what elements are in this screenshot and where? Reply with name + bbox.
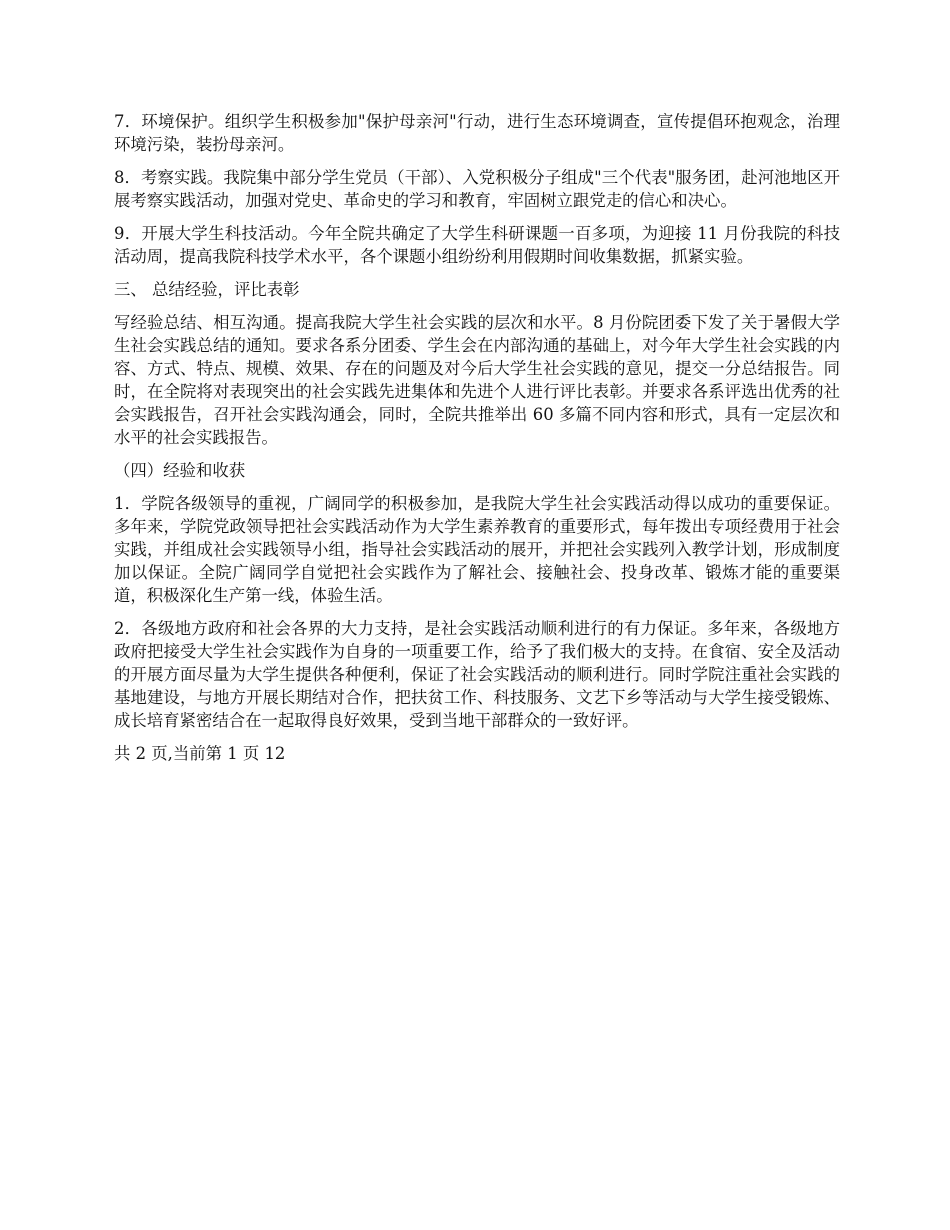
paragraph-environment-protection: 7．环境保护。组织学生积极参加"保护母亲河"行动，进行生态环境调查，宣传提倡环抱观念，治理环境污染，装扮母亲河。 (114, 112, 840, 154)
paragraph-tech-activities: 9．开展大学生科技活动。今年全院共确定了大学生科研课题一百多项，为迎接 11 月份我院的科技活动周，提高我院科技学术水平，各个课题小组纷纷利用假期时间收集数据，抓紧实验。 (114, 224, 840, 266)
paragraph-experience-1: 1．学院各级领导的重视，广阔同学的积极参加，是我院大学生社会实践活动得以成功的重要保证。多年来，学院党政领导把社会实践活动作为大学生素养教育的重要形式，每年拨出专项经费用于社会实践，并组成社会实践领导小组，指导社会实践活动的展开，并把社会实践列入教学计划，形成制度加以保证。全院广阔同学自觉把社会实践作为了解社会、接触社会、投身改革、锻炼才能的重要渠道，积极深化生产第一线，体验生活。 (114, 494, 840, 605)
paragraph-field-study: 8．考察实践。我院集中部分学生党员（干部）、入党积极分子组成"三个代表"服务团，赴河池地区开展考察实践活动，加强对党史、革命史的学习和教育，牢固树立跟党走的信心和决心。 (114, 168, 840, 210)
page-indicator: 共 2 页,当前第 1 页 12 (114, 744, 286, 763)
section-heading-summary: 三、 总结经验，评比表彰 (114, 280, 300, 299)
paragraph-summary-body: 写经验总结、相互沟通。提高我院大学生社会实践的层次和水平。8 月份院团委下发了关于暑假大学生社会实践总结的通知。要求各系分团委、学生会在内部沟通的基础上，对今年大学生社会实践的内容、方式、特点、规模、效果、存在的问题及对今后大学生社会实践的意见，提交一分总结报告。同时，在全院将对表现突出的社会实践先进集体和先进个人进行评比表彰。并要求各系评选出优秀的社会实践报告，召开社会实践沟通会，同时，全院共推举出 60 多篇不同内容和形式，具有一定层次和水平的社会实践报告。 (114, 313, 840, 447)
section-heading-experience: （四）经验和收获 (114, 461, 246, 480)
document-page (114, 110, 840, 765)
paragraph-experience-2: 2．各级地方政府和社会各界的大力支持，是社会实践活动顺利进行的有力保证。多年来，各级地方政府把接受大学生社会实践作为自身的一项重要工作，给予了我们极大的支持。在食宿、安全及活动的开展方面尽量为大学生提供各种便利，保证了社会实践活动的顺利进行。同时学院注重社会实践的基地建设，与地方开展长期结对合作，把扶贫工作、科技服务、文艺下乡等活动与大学生接受锻炼、成长培育紧密结合在一起取得良好效果，受到当地干部群众的一致好评。 (114, 619, 840, 730)
